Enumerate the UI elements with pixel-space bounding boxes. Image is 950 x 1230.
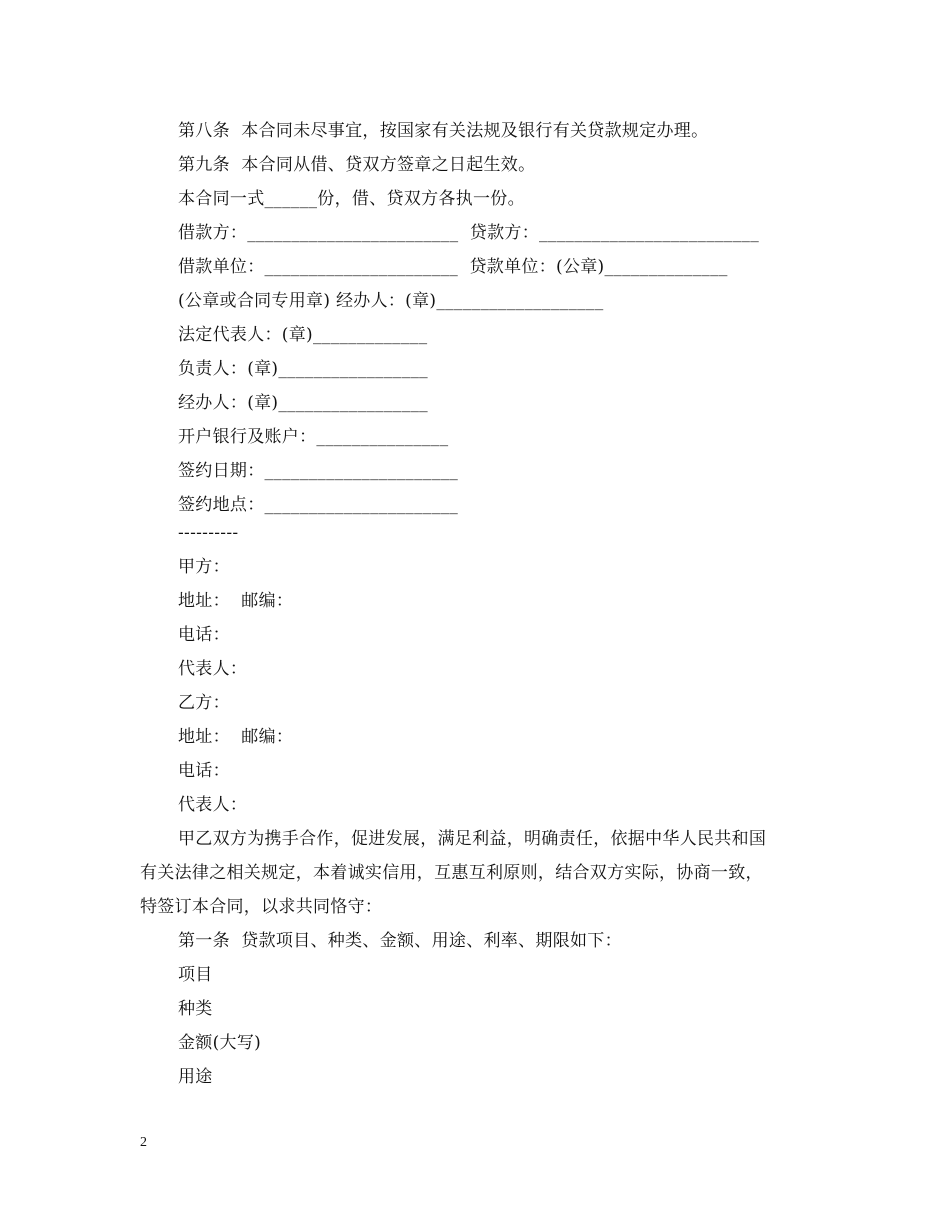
party-b-rep: 代表人：	[178, 795, 248, 815]
copies-line: 本合同一式______份，借、贷双方各执一份。	[178, 189, 525, 209]
party-a-phone: 电话：	[178, 625, 230, 645]
sign-date-line: 签约日期：______________________	[178, 461, 459, 481]
item-purpose: 用途	[178, 1067, 213, 1087]
item-amount: 金额(大写)	[178, 1033, 262, 1053]
responsible-line: 负责人：(章)_________________	[178, 359, 428, 379]
clause-8: 第八条 本合同未尽事宜，按国家有关法规及银行有关贷款规定办理。	[178, 121, 709, 141]
party-a-rep: 代表人：	[178, 659, 248, 679]
seal-line: (公章或合同专用章) 经办人：(章)___________________	[178, 291, 604, 311]
intro-paragraph-line-1: 甲乙双方为携手合作，促进发展，满足利益，明确责任，依据中华人民共和国	[178, 829, 767, 849]
intro-paragraph-line-3: 特签订本合同，以求共同恪守：	[140, 897, 383, 917]
sign-place-line: 签约地点：______________________	[178, 495, 459, 515]
item-project: 项目	[178, 965, 213, 985]
divider-dashes: ----------	[178, 523, 239, 543]
item-type: 种类	[178, 999, 213, 1019]
legal-rep-line: 法定代表人：(章)_____________	[178, 325, 428, 345]
clause-9: 第九条 本合同从借、贷双方签章之日起生效。	[178, 155, 536, 175]
borrower-lender-line: 借款方：________________________ 贷款方：_________________________	[178, 223, 760, 243]
intro-paragraph-line-2: 有关法律之相关规定，本着诚实信用，互惠互利原则，结合双方实际，协商一致，	[140, 863, 763, 883]
clause-1: 第一条 贷款项目、种类、金额、用途、利率、期限如下：	[178, 931, 622, 951]
page-number: 2	[140, 1135, 147, 1150]
party-a-label: 甲方：	[178, 557, 230, 577]
party-b-phone: 电话：	[178, 761, 230, 781]
bank-account-line: 开户银行及账户：_______________	[178, 427, 449, 447]
handler-line: 经办人：(章)_________________	[178, 393, 428, 413]
party-b-label: 乙方：	[178, 693, 230, 713]
unit-line: 借款单位：______________________ 贷款单位：(公章)______________	[178, 257, 728, 277]
party-a-address: 地址： 邮编：	[178, 591, 294, 611]
party-b-address: 地址： 邮编：	[178, 727, 294, 747]
